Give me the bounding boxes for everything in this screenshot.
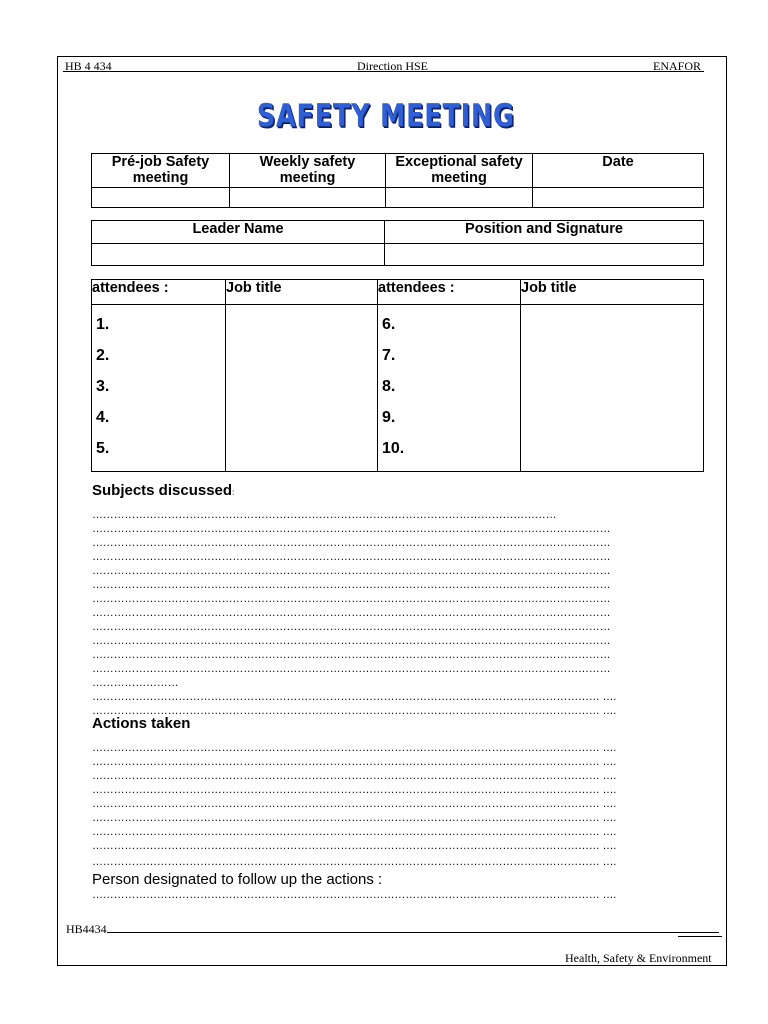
footer-rule <box>107 922 719 933</box>
attendee-number: 8. <box>382 378 396 395</box>
action-line[interactable]: …………………………………………………………………………………………………………………………… …. <box>92 856 617 868</box>
attendees-list-left[interactable] <box>92 305 226 472</box>
attendee-number: 9. <box>382 409 396 426</box>
subjects-discussed-label <box>92 482 234 499</box>
subject-line[interactable]: ……………………………………………………………………………………………………………………………… <box>92 537 611 549</box>
page-title: SAFETY MEETING <box>256 98 515 134</box>
department-name: Direction HSE <box>357 59 428 73</box>
action-line[interactable]: …………………………………………………………………………………………………………………………… …. <box>92 770 617 782</box>
attendee-number: 2. <box>96 347 110 364</box>
subject-line[interactable]: ……………………………………………………………………………………………………………………………… <box>92 565 611 577</box>
action-line[interactable]: …………………………………………………………………………………………………………………………… …. <box>92 840 617 852</box>
subject-line[interactable]: ……………………………………………………………………………………………………………………………… <box>92 523 611 535</box>
meeting-date-header: Date <box>533 154 704 188</box>
leader-name-field[interactable] <box>92 244 385 266</box>
subject-line[interactable]: ……………………………………………………………………………………………………………………………… <box>92 649 611 661</box>
subject-line[interactable]: …………………………………………………………………………………………………………………………… …. <box>92 705 617 717</box>
attendee-number: 10. <box>382 440 405 457</box>
leader-table <box>91 220 704 266</box>
subject-line[interactable]: ……………………………………………………………………………………………………………………………… <box>92 593 611 605</box>
meeting-type-exceptional: Exceptional safety meeting <box>386 154 533 188</box>
action-line[interactable]: …………………………………………………………………………………………………………………………… …. <box>92 784 617 796</box>
action-line[interactable]: …………………………………………………………………………………………………………………………… …. <box>92 756 617 768</box>
attendees-table <box>91 279 704 472</box>
attendee-number: 6. <box>382 316 396 333</box>
subject-line[interactable]: ……………………………………………………………………………………………………………………………… <box>92 635 611 647</box>
follow-up-label: Person designated to follow up the actions : <box>92 871 383 888</box>
subjects-colon: : <box>232 488 235 497</box>
action-line[interactable]: …………………………………………………………………………………………………………………………… …. <box>92 742 617 754</box>
attendee-number: 1. <box>96 316 110 333</box>
action-line[interactable]: …………………………………………………………………………………………………………………………… …. <box>92 826 617 838</box>
follow-up-line[interactable]: …………………………………………………………………………………………………………………………… …. <box>92 889 617 901</box>
prejob-check-cell[interactable] <box>92 188 230 208</box>
actions-taken-label: Actions taken <box>92 715 191 732</box>
subject-line[interactable]: ……………………………………………………………………………………………………………………………… <box>92 621 611 633</box>
footer-code <box>66 922 722 937</box>
job-title-header-right: Job title <box>521 280 704 305</box>
meeting-type-prejob: Pré-job Safety meeting <box>92 154 230 188</box>
footer-code-text: HB4434 <box>66 922 107 936</box>
job-title-header-left: Job title <box>226 280 378 305</box>
header-rule <box>63 71 704 72</box>
attendee-number: 4. <box>96 409 110 426</box>
attendees-list-right[interactable] <box>378 305 521 472</box>
footer-hse-text: Health, Safety & Environment <box>565 951 712 965</box>
attendees-header-left: attendees : <box>92 280 226 305</box>
subject-line[interactable]: ……………………………………………………………………………………………………………………………… <box>92 663 611 675</box>
document-code: HB 4 434 <box>65 59 112 73</box>
action-line[interactable]: …………………………………………………………………………………………………………………………… …. <box>92 798 617 810</box>
job-title-list-left[interactable] <box>226 305 378 472</box>
meeting-type-table <box>91 153 704 208</box>
subject-line[interactable]: …………………………………………………………………………………………………………………………… …. <box>92 691 617 703</box>
job-title-list-right[interactable] <box>521 305 704 472</box>
position-signature-field[interactable] <box>385 244 704 266</box>
subject-line[interactable]: ……………………………………………………………………………………………………………………………… <box>92 579 611 591</box>
attendee-number: 7. <box>382 347 396 364</box>
subject-line[interactable]: ……………………………………………………………………………………………………………………………… <box>92 551 611 563</box>
subjects-discussed-text: Subjects discussed <box>92 482 233 499</box>
attendee-number: 3. <box>96 378 110 395</box>
leader-name-header: Leader Name <box>92 221 385 244</box>
company-name: ENAFOR <box>653 59 702 73</box>
action-line[interactable]: …………………………………………………………………………………………………………………………… …. <box>92 812 617 824</box>
footer-short-rule <box>678 936 722 937</box>
subject-line[interactable]: ……………………………………………………………………………………………………………………………… <box>92 607 611 619</box>
attendees-header-right: attendees : <box>378 280 521 305</box>
meeting-type-weekly: Weekly safety meeting <box>230 154 386 188</box>
exceptional-check-cell[interactable] <box>386 188 533 208</box>
subject-line[interactable]: …………………… <box>92 677 179 689</box>
date-field[interactable] <box>533 188 704 208</box>
attendee-number: 5. <box>96 440 110 457</box>
subject-line[interactable]: ………………………………………………………………………………………………………………… <box>92 509 557 521</box>
weekly-check-cell[interactable] <box>230 188 386 208</box>
position-signature-header: Position and Signature <box>385 221 704 244</box>
